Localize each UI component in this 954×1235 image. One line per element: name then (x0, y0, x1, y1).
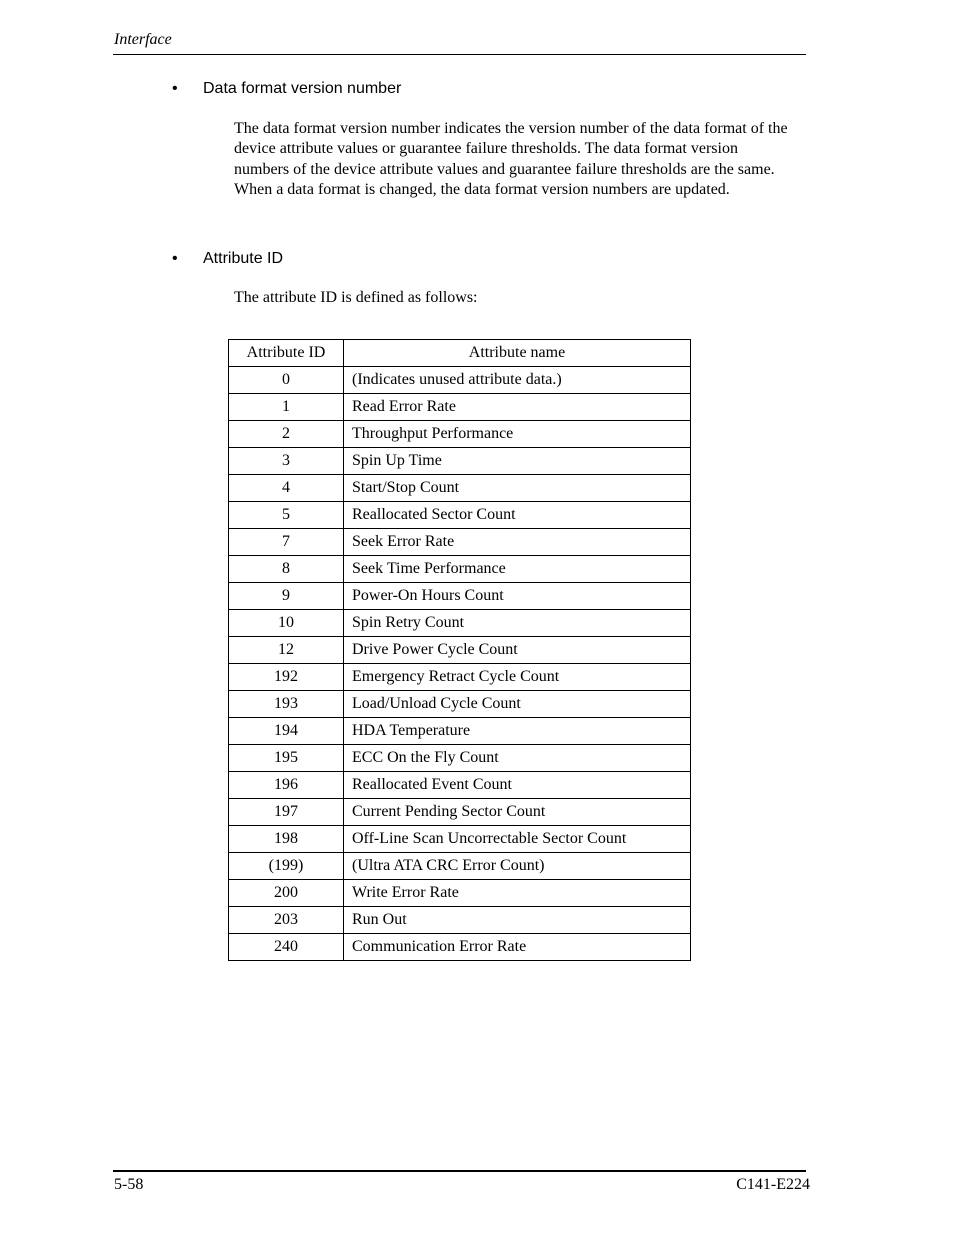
document-code: C141-E224 (736, 1176, 810, 1193)
attribute-name-cell: Drive Power Cycle Count (344, 637, 691, 664)
attribute-id-cell: 198 (229, 826, 344, 853)
attribute-id-cell: 203 (229, 907, 344, 934)
section-body-attribute-id: The attribute ID is defined as follows: (234, 289, 478, 306)
attribute-id-cell: 0 (229, 367, 344, 394)
attribute-name-cell: Emergency Retract Cycle Count (344, 664, 691, 691)
table-row (229, 637, 691, 664)
attribute-name-cell: ECC On the Fly Count (344, 745, 691, 772)
table-row (229, 502, 691, 529)
table-row (229, 691, 691, 718)
attribute-name-cell: Start/Stop Count (344, 475, 691, 502)
header-rule (113, 54, 806, 55)
attribute-name-cell: Power-On Hours Count (344, 583, 691, 610)
attribute-name-cell: Current Pending Sector Count (344, 799, 691, 826)
attribute-name-cell: Write Error Rate (344, 880, 691, 907)
attribute-id-cell: 5 (229, 502, 344, 529)
attribute-id-cell: 240 (229, 934, 344, 961)
section-heading-data-format: Data format version number (203, 80, 402, 97)
footer-rule (113, 1170, 806, 1172)
column-header-attribute-name: Attribute name (344, 340, 691, 367)
attribute-name-cell: Seek Error Rate (344, 529, 691, 556)
attribute-id-cell: 2 (229, 421, 344, 448)
table-row (229, 529, 691, 556)
page-number: 5-58 (114, 1176, 144, 1193)
table-row (229, 448, 691, 475)
attribute-name-cell: (Ultra ATA CRC Error Count) (344, 853, 691, 880)
table-row (229, 853, 691, 880)
attribute-name-cell: Communication Error Rate (344, 934, 691, 961)
table-row (229, 664, 691, 691)
attribute-name-cell: Read Error Rate (344, 394, 691, 421)
table-row (229, 583, 691, 610)
table-row (229, 718, 691, 745)
column-header-attribute-id: Attribute ID (229, 340, 344, 367)
attribute-id-cell: 3 (229, 448, 344, 475)
attribute-name-cell: HDA Temperature (344, 718, 691, 745)
attribute-name-cell: Reallocated Event Count (344, 772, 691, 799)
attribute-id-cell: 196 (229, 772, 344, 799)
bullet-marker: • (172, 250, 178, 267)
table-row (229, 475, 691, 502)
attribute-id-cell: 192 (229, 664, 344, 691)
attribute-name-cell: Throughput Performance (344, 421, 691, 448)
attribute-name-cell: (Indicates unused attribute data.) (344, 367, 691, 394)
attribute-name-cell: Run Out (344, 907, 691, 934)
attribute-id-cell: 197 (229, 799, 344, 826)
table-body (229, 367, 691, 961)
table-row (229, 745, 691, 772)
table-row (229, 826, 691, 853)
section-body-data-format: The data format version number indicates the version number of the data format of the device attribute values or guarantee failure thresholds. The data format version numbers of the device attribute values and guarantee failure thresholds are the same. When a data format is changed, the data format version numbers are updated. (234, 120, 788, 198)
section-heading-attribute-id: Attribute ID (203, 250, 284, 267)
table-header-row (229, 340, 691, 367)
attribute-id-cell: 10 (229, 610, 344, 637)
table-row (229, 367, 691, 394)
attribute-id-cell: 8 (229, 556, 344, 583)
attribute-id-cell: 9 (229, 583, 344, 610)
attribute-id-cell: (199) (229, 853, 344, 880)
attribute-name-cell: Load/Unload Cycle Count (344, 691, 691, 718)
attribute-id-cell: 200 (229, 880, 344, 907)
attribute-name-cell: Off-Line Scan Uncorrectable Sector Count (344, 826, 691, 853)
bullet-marker: • (172, 80, 178, 97)
attribute-id-cell: 195 (229, 745, 344, 772)
running-header: Interface (114, 31, 172, 48)
table-row (229, 907, 691, 934)
attribute-name-cell: Reallocated Sector Count (344, 502, 691, 529)
table-row (229, 556, 691, 583)
table-row (229, 421, 691, 448)
attribute-name-cell: Spin Retry Count (344, 610, 691, 637)
attribute-id-cell: 7 (229, 529, 344, 556)
attribute-id-cell: 194 (229, 718, 344, 745)
table-row (229, 772, 691, 799)
attribute-name-cell: Seek Time Performance (344, 556, 691, 583)
attribute-id-cell: 193 (229, 691, 344, 718)
attribute-id-cell: 12 (229, 637, 344, 664)
attribute-name-cell: Spin Up Time (344, 448, 691, 475)
table-row (229, 799, 691, 826)
attribute-id-cell: 4 (229, 475, 344, 502)
attribute-id-table (228, 339, 691, 961)
table-row (229, 610, 691, 637)
table-row (229, 934, 691, 961)
table-row (229, 394, 691, 421)
table-row (229, 880, 691, 907)
attribute-id-cell: 1 (229, 394, 344, 421)
